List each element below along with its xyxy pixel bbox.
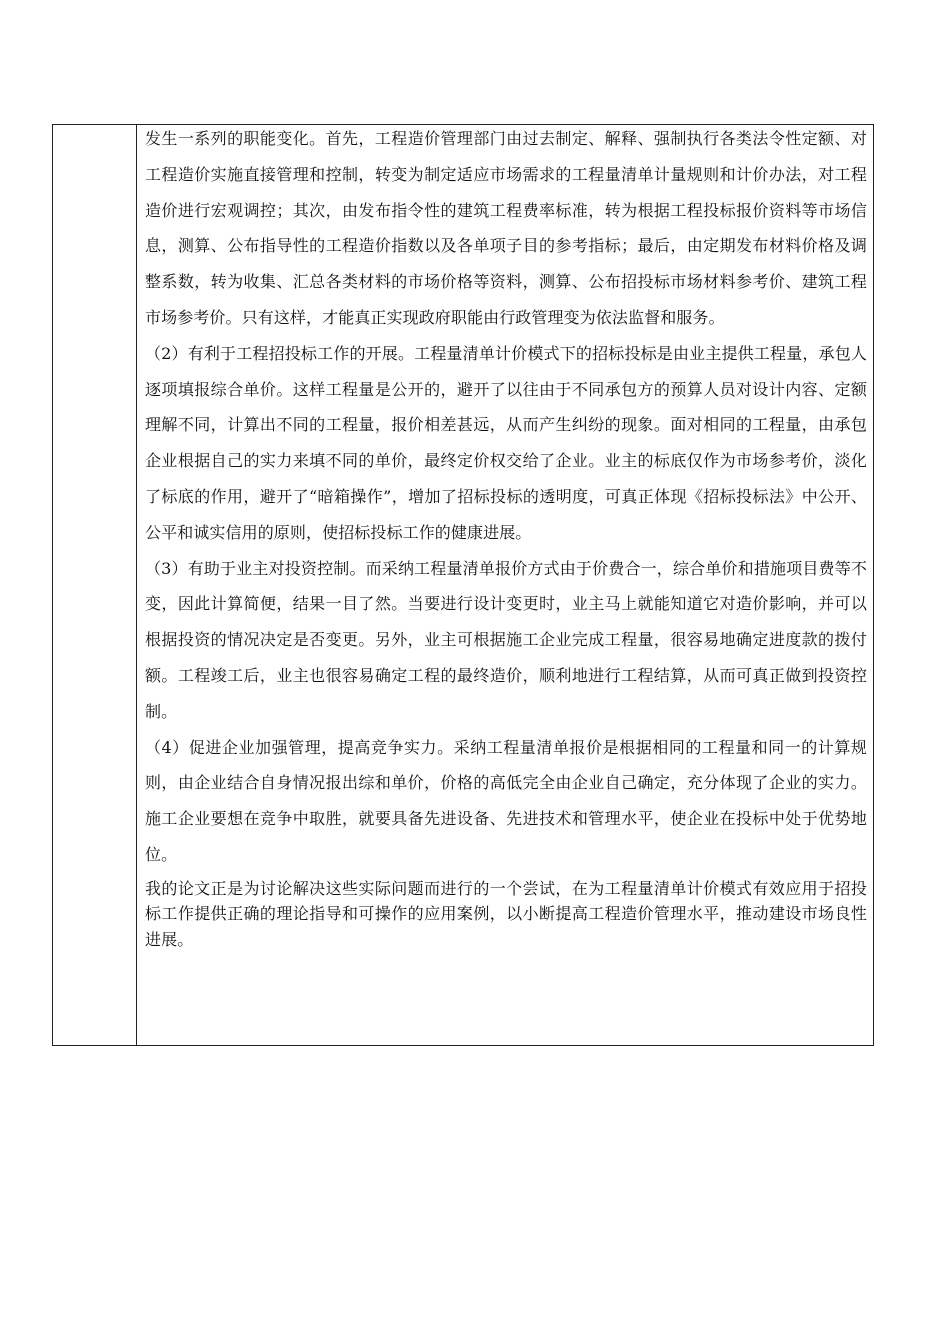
paragraph-point-3: （3）有助于业主对投资控制。而采纳工程量清单报价方式由于价费合一，综合单价和措施项目费等不变，因此计算简便，结果一目了然。当要进行设计变更时，业主马上就能知道它对造价影响，并可以根据投资的情况决定是否变更。另外，业主可根据施工企业完成工程量，很容易地确定进度款的拨付额。工程竣工后，业主也很容易确定工程的最终造价，顺利地进行工程结算，从而可真正做到投资控制。 xyxy=(145,558,867,721)
paragraph-point-4: （4）促进企业加强管理，提高竞争实力。采纳工程量清单报价是根据相同的工程量和同一的计算规则，由企业结合自身情况报出综和单价，价格的高低完全由企业自己确定，充分体现了企业的实力。施工企业要想在竞争中取胜，就要具备先进设备、先进技术和管理水平，使企业在投标中处于优势地位。 xyxy=(145,737,867,864)
paragraph-government-role: 发生一系列的职能变化。首先，工程造价管理部门由过去制定、解释、强制执行各类法令性定额、对工程造价实施直接管理和控制，转变为制定适应市场需求的工程量清单计量规则和计价办法，对工程造价进行宏观调控；其次，由发布指令性的建筑工程费率标准，转为根据工程投标报价资料等市场信息，测算、公布指导性的工程造价指数以及各单项子目的参考指标；最后，由定期发布材料价格及调整系数，转为收集、汇总各类材料的市场价格等资料，测算、公布招投标市场材料参考价、建筑工程市场参考价。只有这样，才能真正实现政府职能由行政管理变为依法监督和服务。 xyxy=(145,129,867,327)
paragraph-point-2: （2）有利于工程招投标工作的开展。工程量清单计价模式下的招标投标是由业主提供工程量，承包人逐项填报综合单价。这样工程量是公开的，避开了以往由于不同承包方的预算人员对设计内容、定额理解不同，计算出不同的工程量，报价相差甚远，从而产生纠纷的现象。面对相同的工程量，由承包企业根据自己的实力来填不同的单价，最终定价权交给了企业。业主的标底仅作为市场参考价，淡化了标底的作用，避开了“暗箱操作”，增加了招标投标的透明度，可真正体现《招标投标法》中公开、公平和诚实信用的原则，使招标投标工作的健康进展。 xyxy=(145,343,867,542)
table-label-column xyxy=(53,125,137,1045)
paragraph-conclusion: 我的论文正是为讨论解决这些实际问题而进行的一个尝试，在为工程量清单计价模式有效应用于招投标工作提供正确的理论指导和可操作的应用案例，以小断提高工程造价管理水平，推动建设市场良性进展。 xyxy=(145,878,867,949)
content-table xyxy=(52,124,874,1046)
table-content-cell xyxy=(137,125,873,1045)
